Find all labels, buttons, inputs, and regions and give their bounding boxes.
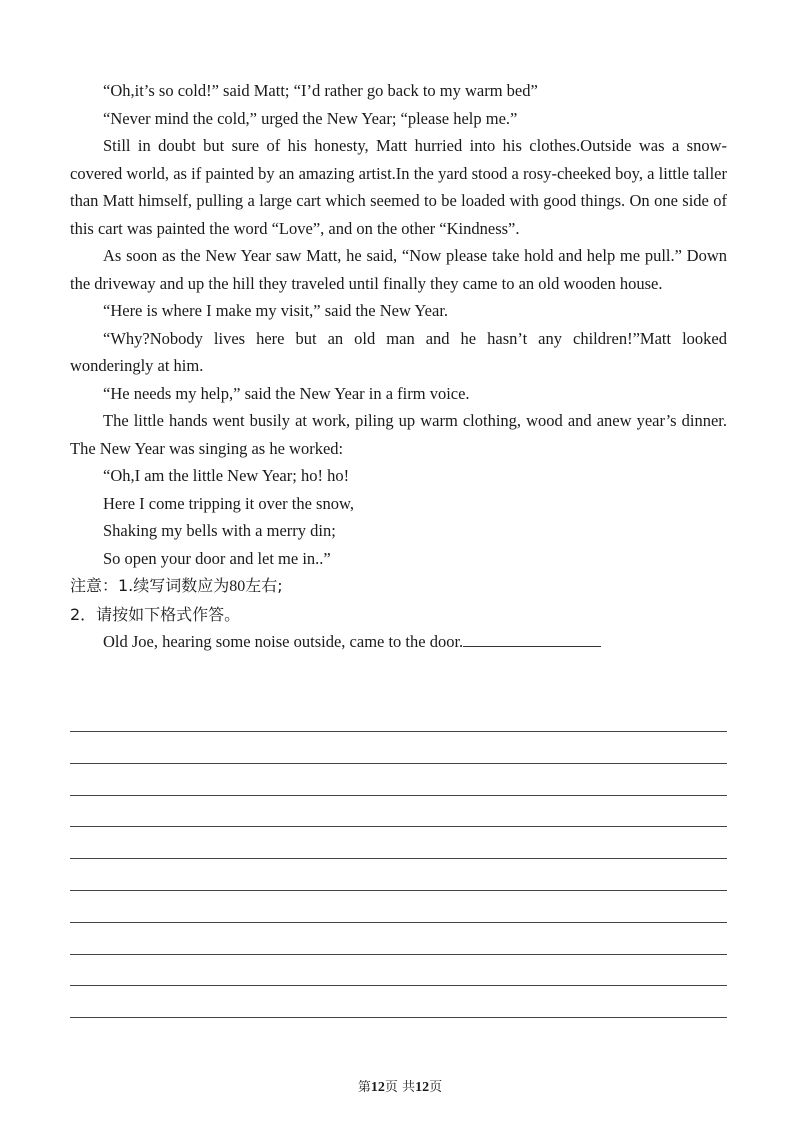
answer-line[interactable] (70, 732, 727, 764)
answer-line[interactable] (70, 796, 727, 828)
answer-blank-inline[interactable] (463, 632, 601, 647)
note-word-count (70, 572, 727, 601)
note-prefix: 注意：1.续写词数应为 (70, 576, 230, 595)
answer-line[interactable] (70, 827, 727, 859)
answer-line[interactable] (70, 986, 727, 1018)
poem-line-2: Here I come tripping it over the snow, (103, 493, 354, 513)
starter-sentence-line (70, 628, 727, 656)
starter-sentence: Old Joe, hearing some noise outside, came to the door. (103, 632, 464, 651)
note-suffix: 左右; (245, 576, 283, 595)
answer-line[interactable] (70, 955, 727, 987)
answer-line[interactable] (70, 764, 727, 796)
poem-line-1: “Oh,I am the little New Year; ho! ho! (103, 466, 350, 485)
paragraph-4: As soon as the New Year saw Matt, he said, “Now please take hold and help me pull.” Down the driveway and up the hill they traveled until finally they came to an old wooden house. (70, 246, 727, 293)
poem-line-3: Shaking my bells with a merry din; (103, 521, 336, 540)
paragraph-6: “Why?Nobody lives here but an old man and he hasn’t any children!”Matt looked wonderingly at him. (70, 328, 727, 375)
page-footer (0, 1076, 800, 1096)
footer-total-pages: 12 (415, 1080, 430, 1095)
answer-line[interactable] (70, 891, 727, 923)
footer-prefix: 第 (357, 1080, 371, 1095)
footer-middle: 页 共 (384, 1080, 416, 1095)
footer-current-page: 12 (370, 1080, 385, 1095)
paragraph-2: “Never mind the cold,” urged the New Year; “please help me.” (103, 108, 518, 128)
answer-lines[interactable] (70, 731, 727, 1018)
footer-suffix: 页 (429, 1080, 443, 1095)
paragraph-3: Still in doubt but sure of his honesty, Matt hurried into his clothes.Outside was a snow-covered world, as if painted by an amazing artist.In the yard stood a rosy-cheeked boy, a little taller than Matt himself, pulling a large cart which seemed to be loaded with good things. On one side of this cart was painted the word “Love”, and on the other “Kindness”. (70, 136, 727, 238)
note-format: 2．请按如下格式作答。 (70, 604, 241, 624)
paragraph-7: “He needs my help,” said the New Year in a firm voice. (103, 383, 470, 403)
passage-body (70, 77, 727, 656)
paragraph-8: The little hands went busily at work, piling up warm clothing, wood and anew year’s dinner. The New Year was singing as he worked: (70, 411, 727, 458)
paragraph-1: “Oh,it’s so cold!” said Matt; “I’d rather go back to my warm bed” (103, 81, 538, 100)
note-number: 80 (229, 578, 246, 595)
poem-line-4: So open your door and let me in..” (103, 548, 331, 568)
answer-line[interactable] (70, 923, 727, 955)
paragraph-5: “Here is where I make my visit,” said the New Year. (103, 301, 449, 320)
answer-line[interactable] (70, 859, 727, 891)
